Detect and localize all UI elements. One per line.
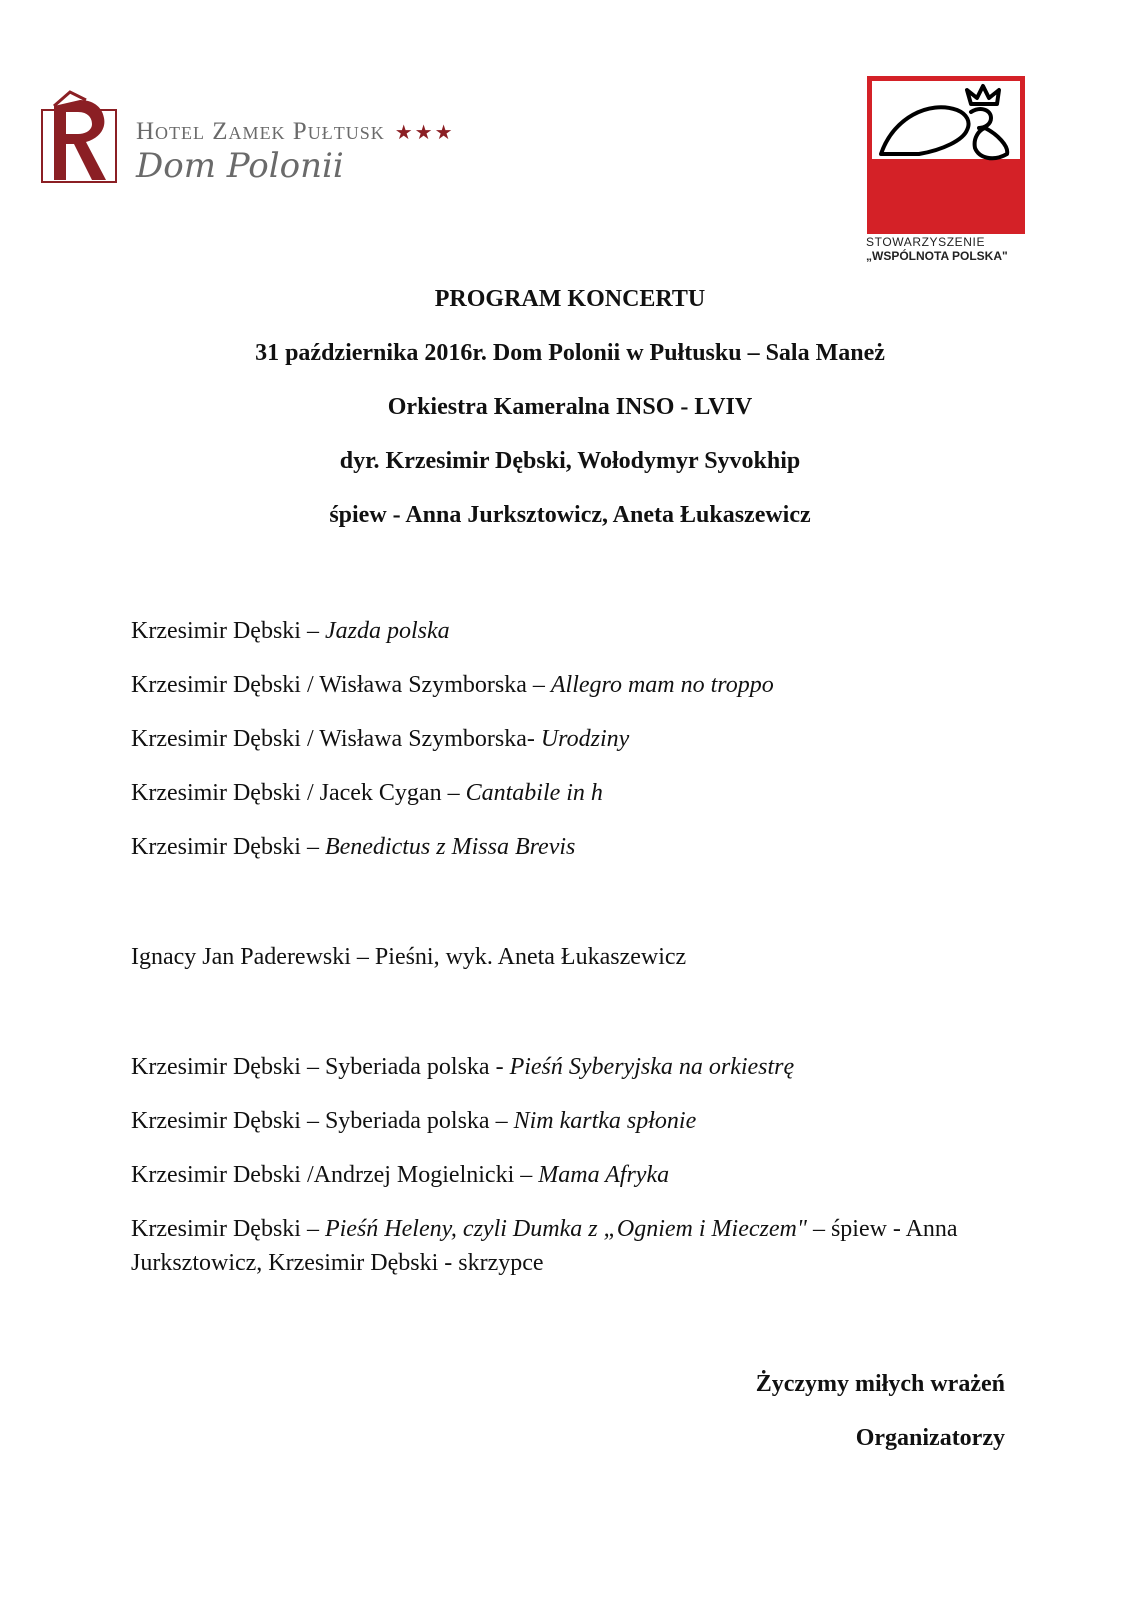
orchestra: Orkiestra Kameralna INSO - LVIV xyxy=(387,394,753,420)
association-name-line1: STOWARZYSZENIE xyxy=(866,235,986,249)
program-item xyxy=(131,722,1011,756)
closing-signature: Organizatorzy xyxy=(855,1425,1005,1451)
program-title: PROGRAM KONCERTU xyxy=(434,286,706,312)
item-title: Cantabile in h xyxy=(465,780,603,806)
item-performers: – śpiew - Anna Jurksztowicz, Krzesimir Dębski - skrzypce xyxy=(131,1216,958,1276)
conductors: dyr. Krzesimir Dębski, Wołodymyr Syvokhip xyxy=(339,448,801,474)
item-title: Pieśń Heleny, czyli Dumka z „Ogniem i Mieczem" xyxy=(324,1216,807,1242)
item-title: Benedictus z Missa Brevis xyxy=(324,834,576,860)
program-item xyxy=(131,614,1011,648)
item-author: Krzesimir Dębski / Jacek Cygan – xyxy=(131,780,466,806)
spacer xyxy=(131,884,1011,940)
hotel-name-text: Hotel Zamek Pułtusk xyxy=(136,118,385,145)
item-title: Nim kartka spłonie xyxy=(513,1108,697,1134)
program-item xyxy=(131,830,1011,864)
hotel-logo xyxy=(40,88,490,188)
item-author: Krzesimir Dębski – Syberiada polska - xyxy=(131,1054,510,1080)
item-author: Krzesimir Dębski – xyxy=(131,834,325,860)
program-item xyxy=(131,668,1011,702)
item-title: Jazda polska xyxy=(324,618,450,644)
item-author: Krzesimir Dębski – xyxy=(131,1216,325,1242)
item-title: Pieśń Syberyjska na orkiestrę xyxy=(509,1054,795,1080)
hotel-name xyxy=(136,118,455,146)
hotel-subtitle: Dom Polonii xyxy=(136,146,344,186)
item-author: Krzesimir Dębski / Wisława Szymborska- xyxy=(131,726,541,752)
program-item xyxy=(131,1050,1011,1084)
concert-header xyxy=(0,286,1140,556)
item-author: Ignacy Jan Paderewski – Pieśni, wyk. Aneta Łukaszewicz xyxy=(131,944,687,970)
poland-crown-icon xyxy=(867,76,1025,234)
program-item xyxy=(131,1104,1011,1138)
program-item xyxy=(131,776,1011,810)
program-item xyxy=(131,940,1011,974)
item-author: Krzesimir Debski /Andrzej Mogielnicki – xyxy=(131,1162,539,1188)
spacer xyxy=(131,994,1011,1050)
hotel-castle-icon xyxy=(40,88,120,184)
date-place: 31 października 2016r. Dom Polonii w Pułtusku – Sala Maneż xyxy=(255,340,885,366)
association-logo xyxy=(866,76,1030,266)
closing-block xyxy=(756,1370,1005,1478)
closing-wish: Życzymy miłych wrażeń xyxy=(755,1371,1005,1397)
item-author: Krzesimir Dębski / Wisława Szymborska – xyxy=(131,672,551,698)
item-author: Krzesimir Dębski – Syberiada polska – xyxy=(131,1108,514,1134)
item-title: Urodziny xyxy=(540,726,630,752)
item-title: Allegro mam no troppo xyxy=(550,672,774,698)
hotel-stars: ★★★ xyxy=(394,122,455,144)
item-author: Krzesimir Dębski – xyxy=(131,618,325,644)
singers: śpiew - Anna Jurksztowicz, Aneta Łukaszewicz xyxy=(329,502,811,528)
program-item xyxy=(131,1212,1011,1280)
association-name-line2: „WSPÓLNOTA POLSKA" xyxy=(866,249,1008,263)
program-item xyxy=(131,1158,1011,1192)
item-title: Mama Afryka xyxy=(538,1162,670,1188)
program-list xyxy=(131,614,1011,1300)
